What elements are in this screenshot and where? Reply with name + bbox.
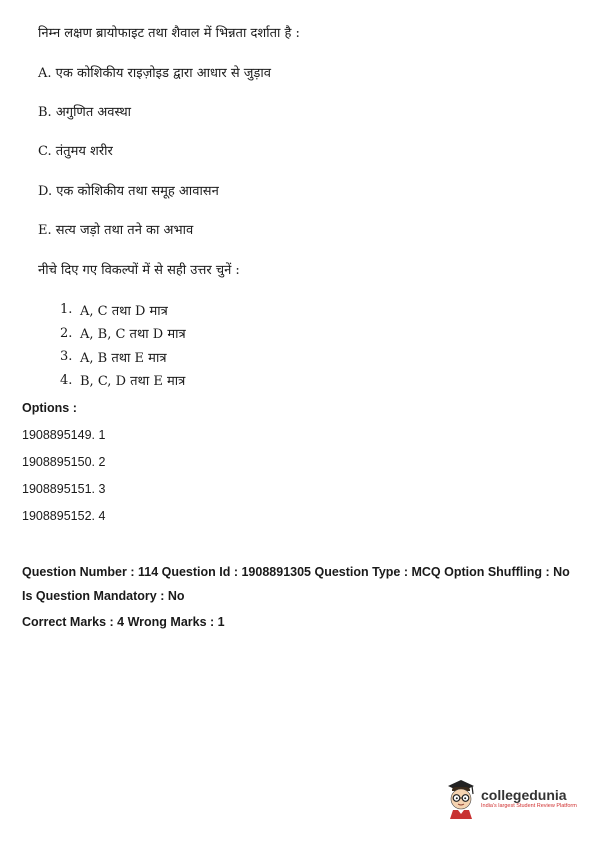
question-meta-line: Question Number : 114 Question Id : 1908891305 Question Type : MCQ Option Shuffling : No	[22, 565, 570, 579]
option-id: 1908895150. 2	[22, 455, 106, 469]
statement-a: A. एक कोशिकीय राइज़ोइड द्वारा आधार से जुड़ाव	[38, 66, 271, 81]
statement-c: C. तंतुमय शरीर	[38, 144, 113, 159]
options-label: Options :	[22, 401, 77, 415]
choice-number: 1.	[60, 302, 73, 318]
choice-item	[60, 298, 186, 322]
collegedunia-logo	[444, 777, 577, 819]
statement-e: E. सत्य जड़ो तथा तने का अभाव	[38, 223, 194, 238]
option-id: 1908895149. 1	[22, 428, 106, 442]
choice-text: B, C, D तथा E मात्र	[80, 374, 186, 390]
question-marks-line: Correct Marks : 4 Wrong Marks : 1	[22, 615, 225, 629]
choice-item	[60, 345, 186, 369]
choice-text: A, B, C तथा D मात्र	[80, 327, 186, 343]
choice-item	[60, 322, 186, 346]
choice-number: 2.	[60, 325, 73, 341]
choice-text: A, C तथा D मात्र	[80, 303, 168, 319]
logo-tagline: India's largest Student Review Platform	[481, 803, 577, 809]
choice-number: 3.	[60, 349, 73, 365]
option-id: 1908895152. 4	[22, 509, 106, 523]
option-id: 1908895151. 3	[22, 482, 106, 496]
logo-wordmark: collegedunia	[481, 787, 567, 803]
choice-item	[60, 369, 186, 393]
student-mascot-icon	[444, 777, 478, 819]
choice-number: 4.	[60, 372, 73, 388]
statement-d: D. एक कोशिकीय तथा समूह आवासन	[38, 184, 219, 199]
answer-instruction: नीचे दिए गए विकल्पों में से सही उत्तर चुनें :	[38, 263, 240, 278]
choice-text: A, B तथा E मात्र	[80, 350, 167, 366]
question-stem: निम्न लक्षण ब्रायोफाइट तथा शैवाल में भिन्नता दर्शाता है :	[38, 26, 300, 41]
choice-list	[60, 298, 186, 392]
question-mandatory-line: Is Question Mandatory : No	[22, 589, 185, 603]
statement-b: B. अगुणित अवस्था	[38, 105, 132, 120]
